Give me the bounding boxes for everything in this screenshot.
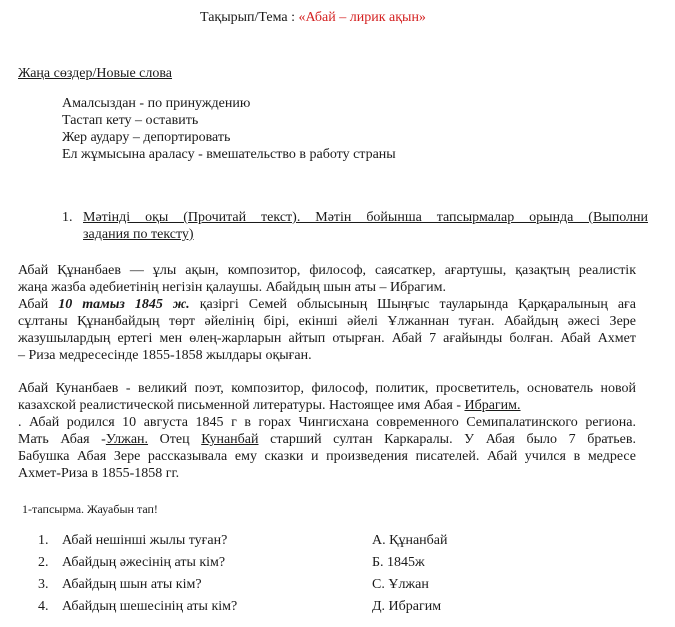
russian-text bbox=[18, 380, 636, 482]
title-topic: «Абай – лирик ақын» bbox=[298, 10, 426, 25]
question-item bbox=[38, 530, 237, 552]
answer-item: Б. 1845ж bbox=[372, 555, 425, 570]
task1-line1: Мәтінді оқы (Прочитай текст). Мәтін бойынша тапсырмалар орында (Выполни bbox=[83, 210, 648, 225]
vocab-item: Ел жұмысына араласу - вмешательство в работу страны bbox=[62, 147, 396, 162]
question-item bbox=[38, 552, 237, 574]
question-list bbox=[38, 530, 237, 618]
vocab-item: Амалсыздан - по принуждению bbox=[62, 96, 251, 111]
vocab-list bbox=[62, 95, 396, 163]
ru-line: Абай Кунанбаев - великий поэт, композитор, философ, политик, просветитель, основатель новой bbox=[18, 381, 636, 396]
answer-item: Д. Ибрагим bbox=[372, 599, 442, 614]
question-text: Абайдың шын аты кім? bbox=[62, 577, 202, 592]
question-number: 3. bbox=[38, 577, 49, 592]
ru-text-fragment: Мать Абая - bbox=[18, 432, 106, 447]
question-item bbox=[38, 574, 237, 596]
ru-line-parents bbox=[18, 431, 636, 448]
question-number: 2. bbox=[38, 555, 49, 570]
ru-line-name bbox=[18, 397, 636, 414]
answer-item: С. Ұлжан bbox=[372, 577, 429, 592]
ru-text-fragment: старший султан Каркаралы. У Абая было 7 братьев. bbox=[258, 432, 636, 447]
question-text: Абайдың әжесінің аты кім? bbox=[62, 555, 226, 570]
question-text: Абайдың шешесінің аты кім? bbox=[62, 599, 238, 614]
kz-text-fragment: қазіргі Семей облысының Шыңғыс тауларында Қарқаралының аға bbox=[199, 297, 637, 312]
kazakh-text bbox=[18, 262, 636, 364]
task1-instruction bbox=[62, 209, 648, 243]
real-name: Ибрагим. bbox=[464, 398, 521, 413]
kz-line: – Риза медресесінде 1855-1858 жылдары оқыған. bbox=[18, 348, 312, 363]
question-number: 1. bbox=[38, 533, 49, 548]
title-prefix: Тақырып/Тема : bbox=[200, 10, 296, 25]
birth-date: 10 тамыз 1845 ж. bbox=[58, 297, 190, 312]
mother-name: Улжан. bbox=[105, 432, 149, 447]
question-number: 4. bbox=[38, 599, 49, 614]
kz-line-date bbox=[18, 296, 636, 313]
ru-text-fragment: казахской реалистической письменной литературы. Настоящее имя Абая - bbox=[18, 398, 461, 413]
answer-list bbox=[372, 530, 447, 618]
task1-number: 1. bbox=[62, 210, 73, 225]
ru-text-fragment: Отец bbox=[148, 432, 202, 447]
task-label: 1-тапсырма. Жауабын тап! bbox=[22, 502, 158, 516]
ru-line: Бабушка Абая Зере рассказывала ему сказки и произведения писателей. Абай учился в медресе bbox=[18, 449, 636, 464]
kz-line: жазушылардың ертегі мен өлең-жарларын айтып отырған. Абай 7 ағайынды болған. Абай Ахмет bbox=[18, 331, 636, 346]
vocab-heading: Жаңа сөздер/Новые слова bbox=[18, 66, 173, 81]
task1-line2: задания по тексту) bbox=[83, 227, 194, 242]
kz-text-fragment: Абай bbox=[18, 297, 49, 312]
answer-item: А. Құнанбай bbox=[372, 533, 448, 548]
ru-line: . Абай родился 10 августа 1845 г в горах Чингисхана современного Семипалатинского региона. bbox=[18, 415, 636, 430]
father-name: Кунанбай bbox=[201, 432, 259, 447]
ru-line: Ахмет-Риза в 1855-1858 гг. bbox=[18, 466, 180, 481]
vocab-item: Жер аудару – депортировать bbox=[62, 130, 231, 145]
kz-line: жаңа жазба әдебиетінің негізін қалаушы. Абайдың шын аты – Ибрагим. bbox=[18, 280, 447, 295]
question-text: Абай нешінші жылы туған? bbox=[62, 533, 228, 548]
kz-line: Абай Құнанбаев — ұлы ақын, композитор, философ, саясаткер, ағартушы, қазақтың реалистік bbox=[18, 263, 636, 278]
kz-line: сұлтаны Құнанбайдың төрт әйелінің бірі, екінші әйелі Ұлжаннан туған. Абайдың әжесі Зере bbox=[18, 314, 636, 329]
vocab-item: Тастап кету – оставить bbox=[62, 113, 199, 128]
page-title bbox=[200, 10, 426, 26]
question-item bbox=[38, 596, 237, 618]
